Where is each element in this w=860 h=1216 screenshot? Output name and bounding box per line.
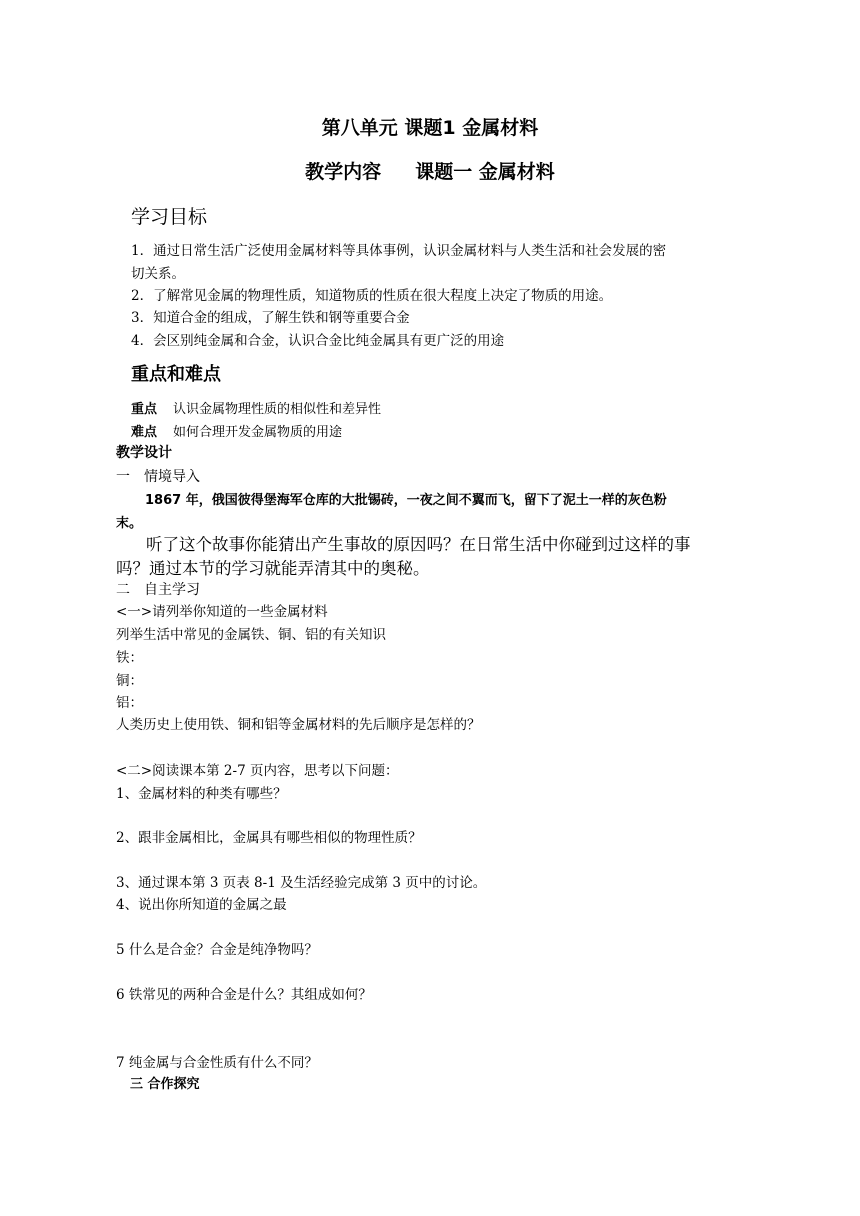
document-title: 第八单元 课题1 金属材料	[321, 117, 539, 139]
objective-4: 4．会区别纯金属和合金，认识合金比纯金属具有更广泛的用途	[131, 333, 505, 349]
objective-3: 3．知道合金的组成，了解生铁和钢等重要合金	[131, 310, 410, 326]
section-2-heading: 二 自主学习	[116, 582, 200, 598]
question-5: 5 什么是合金？合金是纯净物吗？	[116, 942, 318, 958]
objective-1-line-1: 1．通过日常生活广泛使用金属材料等具体事例，认识金属材料与人类生活和社会发展的密	[131, 243, 667, 259]
question-1: 1、金属材料的种类有哪些？	[116, 786, 287, 802]
story-line-1: 1867 年，俄国彼得堡海军仓库的大批锡砖，一夜之间不翼而飞，留下了泥土一样的灰色粉	[145, 493, 667, 508]
part-2-heading: <二>阅读课本第 2-7 页内容，思考以下问题：	[116, 763, 399, 779]
iron-label: 铁：	[116, 650, 143, 666]
story-line-2: 末。	[116, 516, 143, 531]
document-subtitle	[0, 163, 860, 182]
part-1-subheading: 列举生活中常见的金属铁、铜、铝的有关知识	[116, 627, 386, 643]
design-heading: 教学设计	[116, 445, 172, 461]
key-point	[131, 403, 381, 416]
question-3: 3、通过课本第 3 页表 8-1 及生活经验完成第 3 页中的讨论。	[116, 875, 487, 891]
history-question: 人类历史上使用铁、铜和铝等金属材料的先后顺序是怎样的？	[116, 717, 481, 733]
question-7: 7 纯金属与合金性质有什么不同？	[116, 1055, 318, 1071]
key-label: 重点	[131, 402, 158, 417]
key-text: 认识金属物理性质的相似性和差异性	[173, 402, 382, 417]
keypoints-heading: 重点和难点	[131, 364, 221, 385]
objective-2: 2．了解常见金属的物理性质，知道物质的性质在很大程度上决定了物质的用途。	[131, 288, 613, 304]
objectives-heading: 学习目标	[131, 206, 208, 228]
question-2: 2、跟非金属相比，金属具有哪些相似的物理性质？	[116, 830, 422, 846]
question-line-1: 听了这个故事你能猜出产生事故的原因吗？在日常生活中你碰到过这样的事	[146, 535, 691, 554]
question-4: 4、说出你所知道的金属之最	[116, 897, 287, 913]
objective-1-line-2: 切关系。	[131, 266, 185, 282]
section-1-heading: 一 情境导入	[116, 469, 200, 485]
difficult-text: 如何合理开发金属物质的用途	[173, 425, 343, 440]
section-3-heading: 三 合作探究	[130, 1077, 200, 1092]
question-line-2: 吗？通过本节的学习就能弄清其中的奥秘。	[116, 559, 430, 578]
question-6: 6 铁常见的两种合金是什么？其组成如何？	[116, 987, 372, 1003]
copper-label: 铜：	[116, 673, 143, 689]
subtitle-left: 教学内容	[305, 161, 382, 183]
part-1-heading: <一>请列举你知道的一些金属材料	[116, 604, 328, 620]
difficult-point	[131, 426, 342, 439]
subtitle-right: 课题一 金属材料	[415, 161, 555, 183]
difficult-label: 难点	[131, 425, 158, 440]
aluminum-label: 铝：	[116, 695, 143, 711]
